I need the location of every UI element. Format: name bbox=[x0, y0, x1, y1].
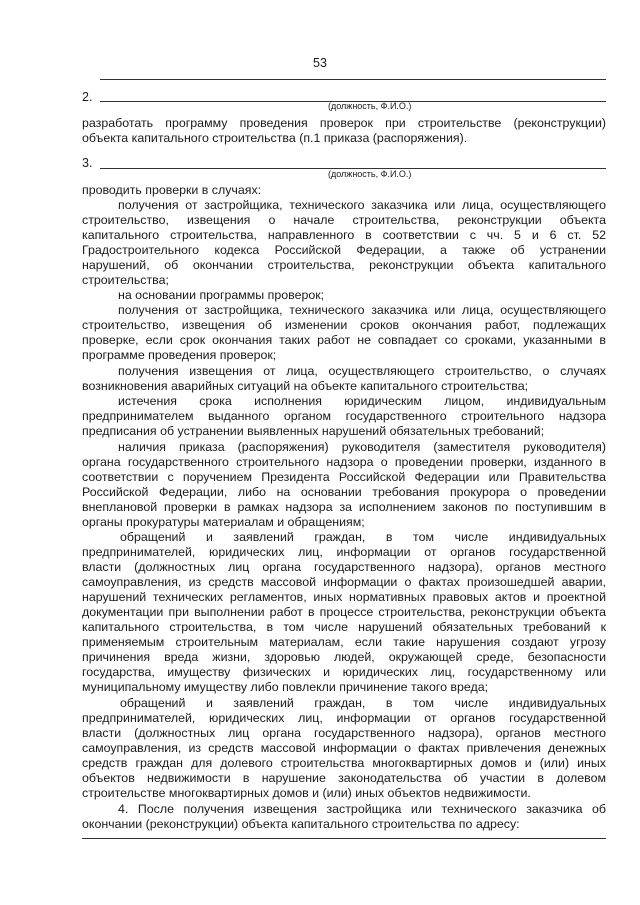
text-line: государства, имуществу физических и юридических лиц, государственному или bbox=[82, 665, 606, 679]
text-line: причинения вреда жизни, здоровью людей, окружающей среде, безопасности bbox=[82, 650, 606, 664]
text-line: капитального строительства, направленного в соответствии с чч. 5 и 6 ст. 52 bbox=[82, 228, 606, 242]
text-line: обращений и заявлений граждан, в том числе индивидуальных bbox=[120, 696, 606, 710]
text-line: документации при выполнении работ в процессе строительства, реконструкции объекта bbox=[82, 605, 606, 619]
text-line: внеплановой проверки в рамках надзора за исполнением законов по поступившим в bbox=[82, 500, 606, 514]
text-line: предпринимателем выданного органом государственного строительного надзора bbox=[82, 409, 606, 423]
text-line: применяемым строительным материалам, если такие нарушения создают угрозу bbox=[82, 635, 606, 649]
text-line: муниципальному имуществу либо повлекли причинение такого вреда; bbox=[82, 680, 489, 694]
text-line: проверке, если срок окончания таких работ не совпадает со сроками, указанными в bbox=[82, 333, 606, 347]
text-line: предпринимателей, юридических лиц, информации от органов государственной bbox=[82, 545, 606, 559]
text-line: нарушений технических регламентов, иных нормативных правовых актов и проектной bbox=[82, 590, 606, 604]
text-line: капитального строительства, в том числе нарушений обязательных требований к bbox=[82, 620, 606, 634]
text-line: самоуправления, из средств массовой информации о фактах произошедшей аварии, bbox=[82, 575, 606, 589]
text-line: возникновения аварийных ситуаций на объекте капитального строительства; bbox=[82, 379, 529, 393]
text-line: предписания об устранении выявленных нарушений обязательных требований; bbox=[82, 424, 545, 438]
text-line: строительство, извещения о начале строительства, реконструкции объекта bbox=[82, 213, 606, 227]
text-line: 4. После получения извещения застройщика или технического заказчика об bbox=[118, 802, 606, 816]
page-number: 53 bbox=[313, 56, 327, 70]
text-line: органы прокуратуры материалам и обращениям; bbox=[82, 515, 365, 529]
text-line: окончании (реконструкции) объекта капитального строительства по адресу: bbox=[82, 817, 520, 831]
text-line: строительство, извещения об изменении сроков окончания работ, подлежащих bbox=[82, 318, 606, 332]
text-line: объектов недвижимости в нарушение законодательства об участии в долевом bbox=[82, 771, 606, 785]
item-number: 3. bbox=[82, 156, 93, 170]
blank-line bbox=[82, 838, 606, 839]
text-line: истечения срока исполнения юридическим лицом, индивидуальным bbox=[118, 394, 606, 408]
position-name-caption: (должность, Ф.И.О.) bbox=[328, 101, 412, 111]
text-line: получения от застройщика, технического заказчика или лица, осуществляющего bbox=[118, 303, 606, 317]
text-line: обращений и заявлений граждан, в том числе индивидуальных bbox=[120, 530, 606, 544]
text-line: наличия приказа (распоряжения) руководителя (заместителя руководителя) bbox=[118, 440, 606, 454]
text-line: самоуправления, из средств массовой информации о фактах привлечения денежных bbox=[82, 741, 606, 755]
text-line: нарушений, об окончании строительства, реконструкции объекта капитального bbox=[82, 258, 606, 272]
text-line: Российской Федерации, либо на основании требования прокурора о проведении bbox=[82, 485, 606, 499]
text-line: получения от застройщика, технического заказчика или лица, осуществляющего bbox=[118, 198, 606, 212]
text-line: соответствии с поручением Президента Российской Федерации или Правительства bbox=[82, 470, 606, 484]
text-line: получения извещения от лица, осуществляющего строительство, о случаях bbox=[118, 364, 606, 378]
text-line: предпринимателей, юридических лиц, информации от органов государственной bbox=[82, 711, 606, 725]
blank-line bbox=[100, 79, 606, 80]
text-line: Градостроительного кодекса Российской Федерации, а также об устранении bbox=[82, 243, 606, 257]
text-line: программе проведения проверок; bbox=[82, 348, 277, 362]
text-line: объекта капитального строительства (п.1 приказа (распоряжения). bbox=[82, 131, 468, 145]
text-line: средств граждан для долевого строительства многоквартирных домов и (или) иных bbox=[82, 756, 606, 770]
text-line: на основании программы проверок; bbox=[118, 288, 325, 302]
text-line: строительства; bbox=[82, 273, 169, 287]
text-line: органа государственного строительного надзора о проведении проверки, изданного в bbox=[82, 455, 606, 469]
text-line: власти (должностных лиц органа государственного надзора), органов местного bbox=[82, 726, 606, 740]
position-name-caption: (должность, Ф.И.О.) bbox=[328, 169, 412, 179]
text-line: разработать программу проведения проверок при строительстве (реконструкции) bbox=[82, 116, 606, 130]
item-number: 2. bbox=[82, 90, 93, 104]
text-line: строительстве многоквартирных домов и (или) иных объектов недвижимости. bbox=[82, 786, 531, 800]
text-line: проводить проверки в случаях: bbox=[82, 183, 262, 197]
text-line: власти (должностных лиц органа государственного надзора), органов местного bbox=[82, 560, 606, 574]
